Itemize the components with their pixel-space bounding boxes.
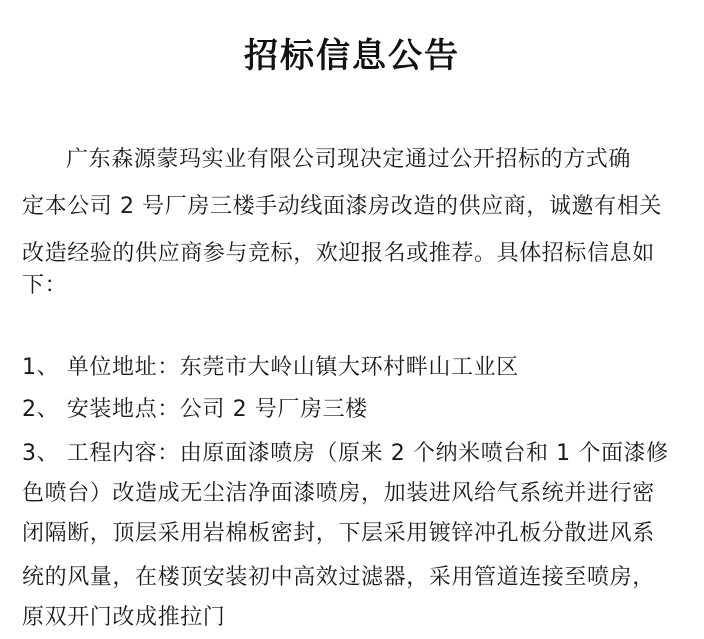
item-1-line-1: 1、 单位地址：东莞市大岭山镇大环村畔山工业区 — [22, 355, 519, 380]
item-2-line-1: 2、 安装地点：公司 2 号厂房三楼 — [22, 397, 368, 422]
intro-line-1: 广东森源蒙玛实业有限公司现决定通过公开招标的方式确 — [66, 147, 632, 172]
item-3-line-1: 3、 工程内容：由原面漆喷房（原来 2 个纳米喷台和 1 个面漆修 — [22, 441, 669, 466]
item-3-line-3: 闭隔断，顶层采用岩棉板密封，下层采用镀锌冲孔板分散进风系 — [22, 521, 655, 546]
item-3-line-5: 原双开门改成推拉门 — [22, 605, 226, 630]
intro-line-3: 改造经验的供应商参与竞标，欢迎报名或推荐。具体招标信息如 — [22, 241, 655, 266]
document-title: 招标信息公告 — [244, 36, 460, 76]
intro-line-4: 下： — [22, 273, 68, 298]
intro-line-2: 定本公司 2 号厂房三楼手动线面漆房改造的供应商，诚邀有相关 — [22, 194, 662, 219]
item-3-line-2: 色喷台）改造成无尘洁净面漆喷房，加装进风给气系统并进行密 — [22, 481, 655, 506]
item-3-line-4: 统的风量，在楼顶安装初中高效过滤器，采用管道连接至喷房， — [22, 565, 655, 590]
